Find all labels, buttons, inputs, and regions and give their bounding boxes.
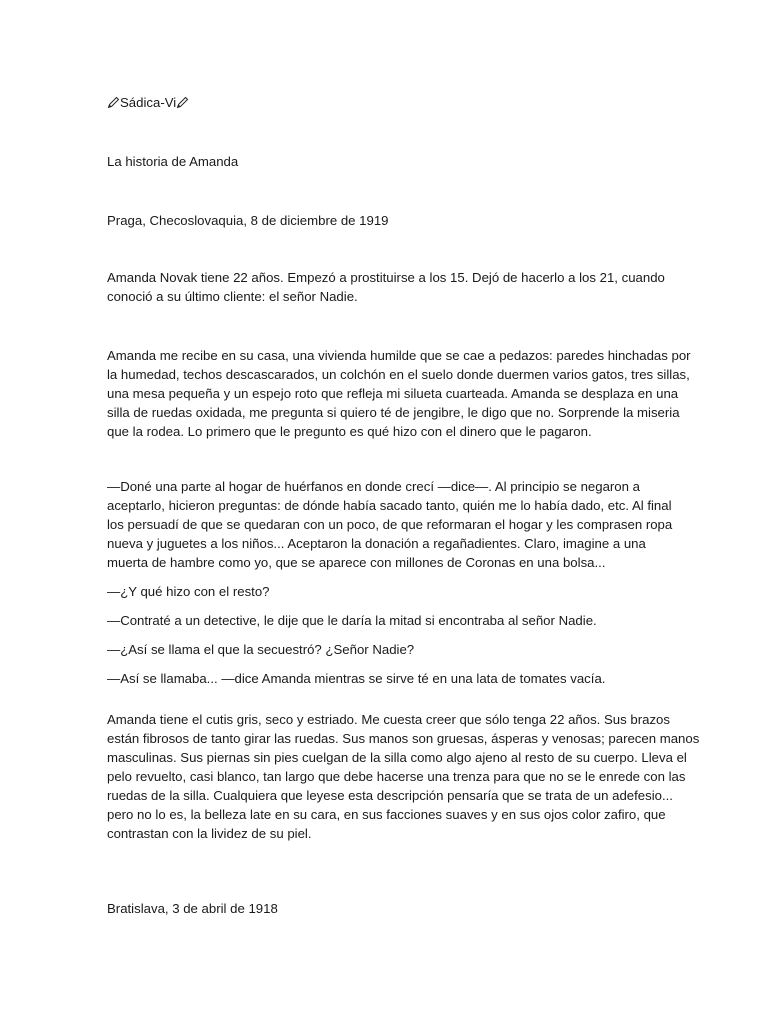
paragraph-house [107,346,691,441]
text-line: están fibrosos de tanto girar las ruedas. Sus manos son gruesas, ásperas y venosas; parecen manos [107,731,700,746]
text-line: la humedad, techos descascarados, un colchón en el suelo donde duermen varios gatos, tres sillas, [107,367,690,382]
text-line: una mesa pequeña y un espejo roto que refleja mi silueta cuarteada. Amanda se desplaza en una [107,386,679,401]
pencil-icon [176,96,189,109]
text-line: ruedas de la silla. Cualquiera que leyese esta descripción pensaría que se trata de un adefesio... [107,788,673,803]
text-line: que la rodea. Lo primero que le pregunto es qué hizo con el dinero que le pagaron. [107,424,592,439]
text-line: Amanda me recibe en su casa, una vivienda humilde que se cae a pedazos: paredes hinchadas por [107,348,691,363]
paragraph-intro [107,268,667,306]
text-line: aceptarlo, hicieron preguntas: de dónde había sacado tanto, quién me lo había dado, etc. Al final [107,498,672,513]
author-name: Sádica-Vi [120,95,177,110]
pencil-icon [107,96,120,109]
dialogue-line: —¿Así se llama el que la secuestró? ¿Señor Nadie? [107,642,415,657]
author-line [107,93,667,112]
text-line: Amanda tiene el cutis gris, seco y estriado. Me cuesta creer que sólo tenga 22 años. Sus brazos [107,712,670,727]
paragraph-donation [107,477,673,572]
text-line: los persuadí de que se quedaran con un poco, de que reformaran el hogar y les comprasen ropa [107,517,673,532]
text-line: silla de ruedas oxidada, me pregunta si quiero té de jengibre, le digo que no. Sorprende la miseria [107,405,680,420]
text-line: conoció a su último cliente: el señor Nadie. [107,289,358,304]
text-line: masculinas. Sus piernas sin pies cuelgan de la silla como algo ajeno al resto de su cuerpo. Lleva el [107,750,687,765]
dialogue-line: —Así se llamaba... —dice Amanda mientras se sirve té en una lata de tomates vacía. [107,671,606,686]
dateline-prague: Praga, Checoslovaquia, 8 de diciembre de 1919 [107,213,389,228]
text-line: muerta de hambre como yo, que se aparece con millones de Coronas en una bolsa... [107,555,606,570]
paragraph-description [107,710,700,843]
text-line: pero no lo es, la belleza late en su cara, en sus facciones suaves y en sus ojos color zafiro, que [107,807,666,822]
dateline-bratislava: Bratislava, 3 de abril de 1918 [107,901,278,916]
text-line: pelo revuelto, casi blanco, tan largo que debe hacerse una trenza para que no se le enrede con las [107,769,686,784]
text-line: —Doné una parte al hogar de huérfanos en donde crecí —dice—. Al principio se negaron a [107,479,640,494]
text-line: Amanda Novak tiene 22 años. Empezó a prostituirse a los 15. Dejó de hacerlo a los 21, cuando [107,270,665,285]
document-title: La historia de Amanda [107,154,239,169]
dialogue-line: —¿Y qué hizo con el resto? [107,584,270,599]
text-line: nueva y juguetes a los niños... Aceptaron la donación a regañadientes. Claro, imagine a una [107,536,646,551]
dialogue-line: —Contraté a un detective, le dije que le daría la mitad si encontraba al señor Nadie. [107,613,597,628]
text-line: contrastan con la lividez de su piel. [107,826,312,841]
